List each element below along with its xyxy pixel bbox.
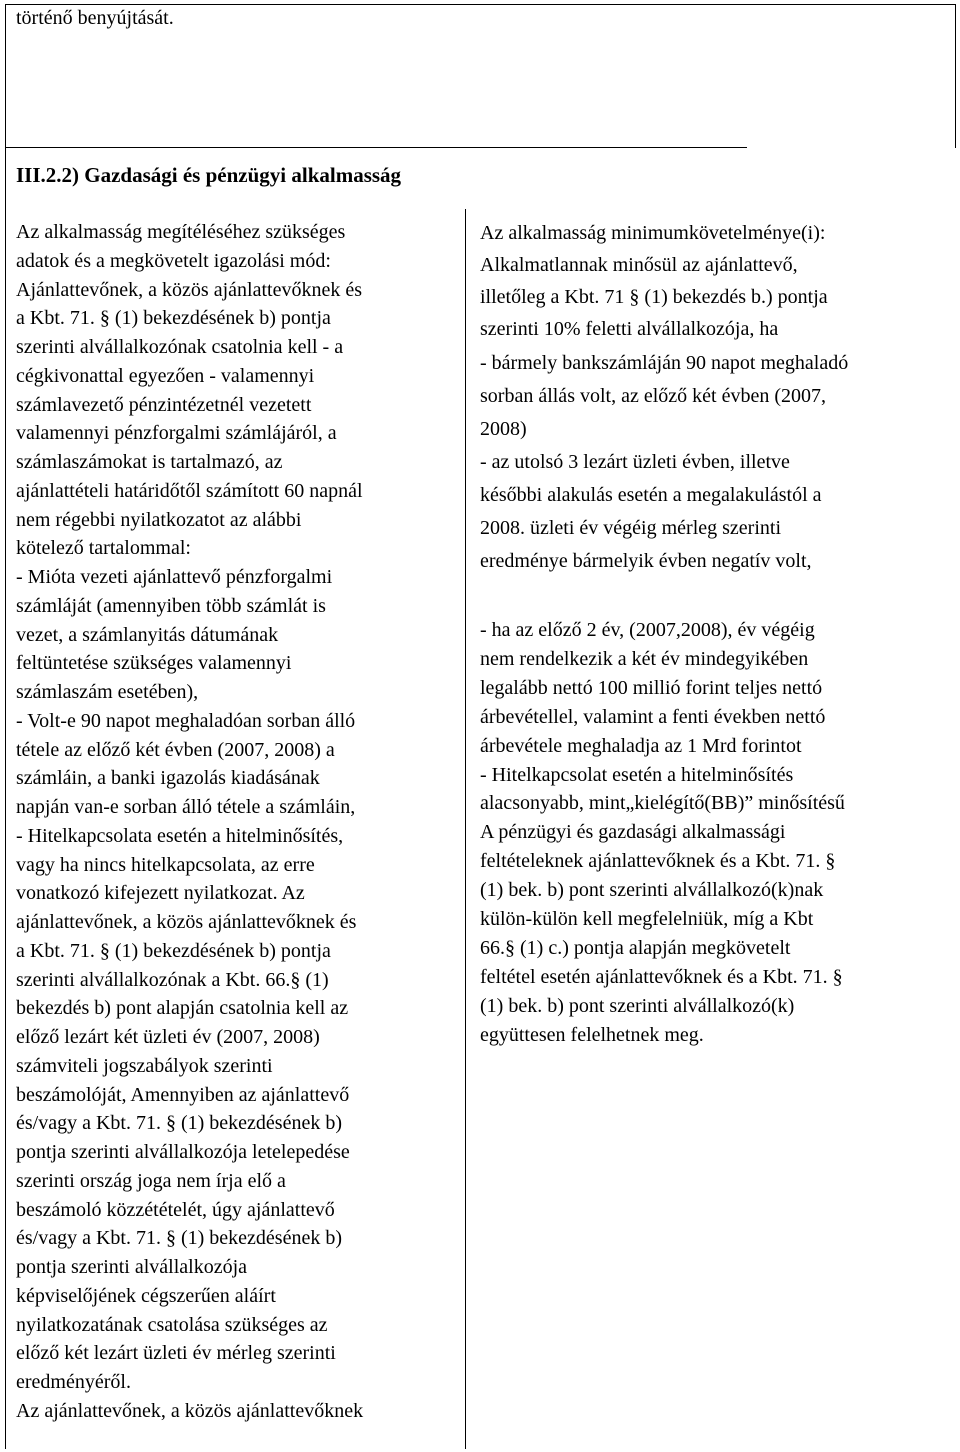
right-line: A pénzügyi és gazdasági alkalmassági — [480, 821, 786, 844]
border-right — [955, 4, 956, 148]
right-line: - Hitelkapcsolat esetén a hitelminősítés — [480, 763, 794, 786]
left-line: és/vagy a Kbt. 71. § (1) bekezdésének b) — [16, 1112, 342, 1135]
top-text: történő benyújtását. — [16, 7, 174, 29]
left-line: - Volt-e 90 napot meghaladóan sorban álló — [16, 709, 356, 732]
section-heading: III.2.2) Gazdasági és pénzügyi alkalmasság — [16, 163, 402, 187]
right-line: alacsonyabb, mint„kielégítő(BB)” minősítésű — [480, 792, 845, 815]
left-line: előző lezárt két üzleti év (2007, 2008) — [16, 1026, 320, 1048]
left-line: számlavezető pénzintézetnél vezetett — [16, 393, 312, 416]
right-line: sorban állás volt, az előző két évben (2007, — [480, 385, 826, 407]
right-line: későbbi alakulás esetén a megalakulástól a — [480, 484, 822, 506]
right-line: illetőleg a Kbt. 71 § (1) bekezdés b.) pontja — [480, 286, 828, 308]
left-line: pontja szerinti alvállalkozója letelepedése — [16, 1141, 350, 1163]
right-line: 2008) — [480, 418, 527, 440]
right-line: külön-külön kell megfelelniük, míg a Kbt — [480, 908, 814, 931]
left-line: - Hitelkapcsolata esetén a hitelminősítés, — [16, 824, 344, 847]
right-column-title: Az alkalmasság minimumkövetelménye(i): — [480, 222, 826, 244]
left-line: ajánlattevőnek, a közös ajánlattevőknek és — [16, 911, 357, 933]
left-line: számláin, a banki igazolás kiadásának — [16, 767, 320, 790]
right-column — [480, 218, 848, 578]
left-line: eredményéről. — [16, 1371, 131, 1393]
left-line: pontja szerinti alvállalkozója — [16, 1256, 248, 1278]
right-line: feltétel esetén ajánlattevőknek és a Kbt. 71. § — [480, 965, 843, 988]
left-line: számlaszám esetében), — [16, 681, 199, 703]
left-line: bekezdés b) pont alapján csatolnia kell az — [16, 997, 349, 1020]
left-line: Az ajánlattevőnek, a közös ajánlattevőknek — [16, 1399, 364, 1422]
border-left — [5, 4, 6, 1449]
left-line: vezet, a számlanyitás dátumának — [16, 623, 279, 646]
right-line: legalább nettó 100 millió forint teljes nettó — [480, 676, 823, 699]
left-line: valamennyi pénzforgalmi számlájáról, a — [16, 422, 337, 445]
right-line: Alkalmatlannak minősül az ajánlattevő, — [480, 254, 798, 276]
left-line: szerinti alvállalkozónak a Kbt. 66.§ (1) — [16, 968, 329, 991]
right-line: (1) bek. b) pont szerinti alvállalkozó(k)nak — [480, 879, 824, 902]
right-line: árbevétele meghaladja az 1 Mrd forintot — [480, 734, 802, 757]
right-line: 2008. üzleti év végéig mérleg szerinti — [480, 517, 782, 539]
right-line: - ha az előző 2 év, (2007,2008), év végéig — [480, 619, 815, 641]
left-line: kötelező tartalommal: — [16, 537, 191, 560]
left-line: adatok és a megkövetelt igazolási mód: — [16, 249, 331, 272]
left-line: beszámolóját, Amennyiben az ajánlattevő — [16, 1083, 350, 1106]
left-line: előző két lezárt üzleti év mérleg szerinti — [16, 1342, 336, 1365]
left-line: nyilatkozatának csatolása szükséges az — [16, 1313, 328, 1336]
left-line: a Kbt. 71. § (1) bekezdésének b) pontja — [16, 939, 331, 962]
border-top — [5, 4, 956, 5]
right-line: - bármely bankszámláján 90 napot meghaladó — [480, 352, 849, 374]
left-line: képviselőjének cégszerűen aláírt — [16, 1284, 276, 1307]
left-line: ajánlattételi határidőtől számított 60 napnál — [16, 479, 363, 502]
left-line: vonatkozó kifejezett nyilatkozat. Az — [16, 882, 305, 905]
left-line: beszámoló közzétételét, úgy ajánlattevő — [16, 1198, 335, 1221]
left-line: - Mióta vezeti ajánlattevő pénzforgalmi — [16, 566, 333, 588]
right-line: együttesen felelhetnek meg. — [480, 1023, 704, 1046]
left-line: feltüntetése szükséges valamennyi — [16, 652, 292, 675]
row-divider — [5, 147, 747, 148]
left-line: cégkivonattal egyezően - valamennyi — [16, 364, 315, 387]
left-line: Ajánlattevőnek, a közös ajánlattevőknek és — [16, 278, 362, 301]
left-line: számláját (amennyiben több számlát is — [16, 594, 326, 617]
right-line: árbevétellel, valamint a fenti években nettó — [480, 705, 826, 728]
left-line: szerinti ország joga nem írja elő a — [16, 1169, 286, 1192]
right-line: szerinti 10% feletti alvállalkozója, ha — [480, 318, 779, 340]
left-line: tétele az előző két évben (2007, 2008) a — [16, 738, 335, 761]
left-line: vagy ha nincs hitelkapcsolata, az erre — [16, 853, 315, 876]
column-divider — [465, 209, 466, 1449]
left-line: szerinti alvállalkozónak csatolnia kell - a — [16, 336, 344, 358]
left-line: Az alkalmasság megítéléséhez szükséges — [16, 221, 346, 243]
right-line: nem rendelkezik a két év mindegyikében — [480, 647, 809, 670]
right-column-continued — [480, 616, 845, 1050]
left-line: és/vagy a Kbt. 71. § (1) bekezdésének b) — [16, 1227, 342, 1250]
right-line: eredménye bármelyik évben negatív volt, — [480, 550, 812, 572]
left-line: számviteli jogszabályok szerinti — [16, 1054, 273, 1077]
left-line: napján van-e sorban álló tétele a számláin, — [16, 796, 356, 818]
left-line: a Kbt. 71. § (1) bekezdésének b) pontja — [16, 307, 331, 330]
right-line: feltételeknek ajánlattevőknek és a Kbt. 71. § — [480, 850, 836, 873]
left-line: nem régebbi nyilatkozatot az alábbi — [16, 508, 302, 531]
right-line: - az utolsó 3 lezárt üzleti évben, illetve — [480, 451, 790, 473]
left-line: számlaszámokat is tartalmazó, az — [16, 451, 283, 473]
right-line: (1) bek. b) pont szerinti alvállalkozó(k) — [480, 994, 795, 1017]
right-line: 66.§ (1) c.) pontja alapján megkövetelt — [480, 936, 791, 959]
left-column — [16, 218, 363, 1426]
